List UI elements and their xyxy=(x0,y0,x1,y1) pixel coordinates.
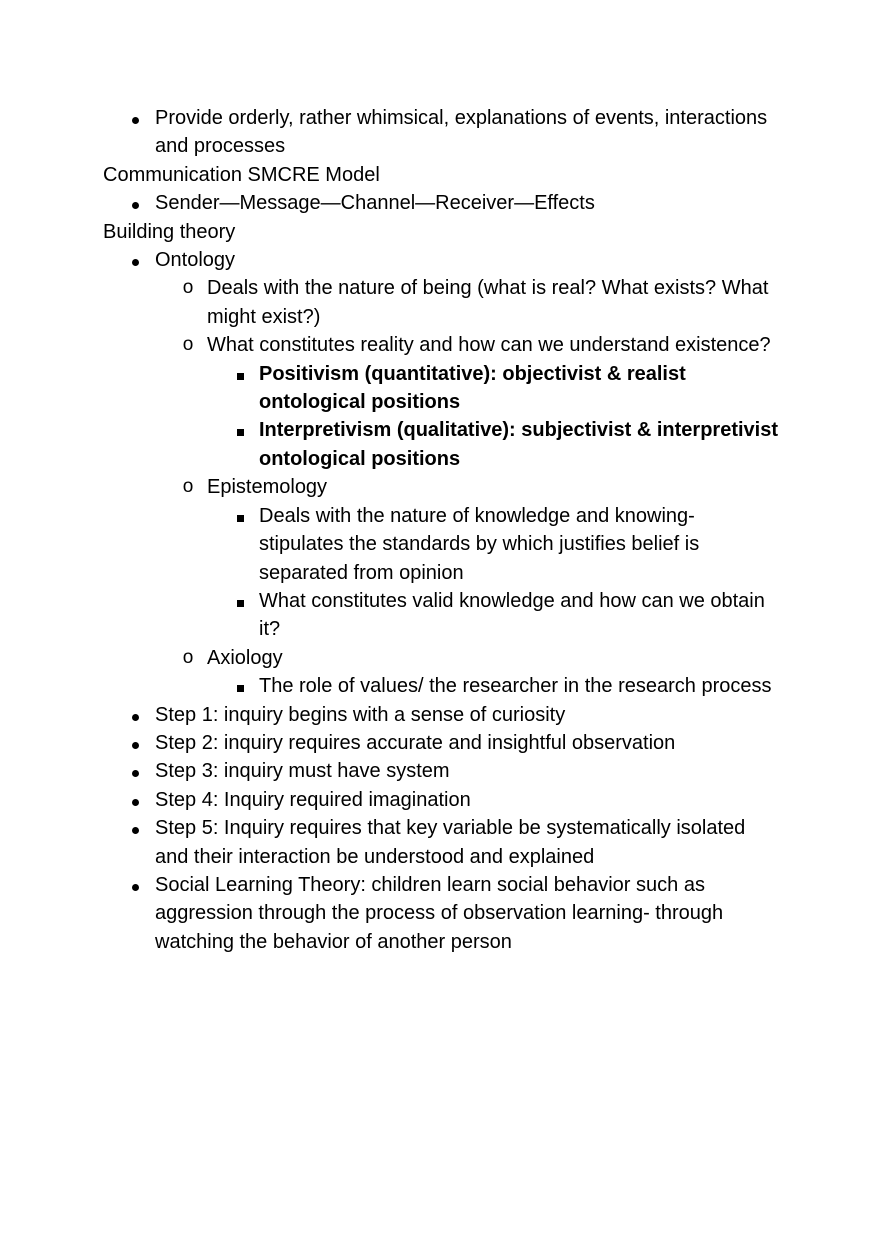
section-heading xyxy=(103,161,783,189)
list-item-text: Step 4: Inquiry required imagination xyxy=(155,788,471,811)
list-item xyxy=(103,644,783,672)
list-item xyxy=(103,757,783,785)
bullet-dot-icon xyxy=(128,786,142,814)
list-item-text: Sender—Message—Channel—Receiver—Effects xyxy=(155,192,595,215)
list-item xyxy=(103,416,783,473)
bullet-square-shape xyxy=(237,685,244,692)
list-item xyxy=(103,871,783,956)
list-item xyxy=(103,360,783,417)
bullet-square-icon xyxy=(233,587,247,615)
section-heading xyxy=(103,218,783,246)
list-item xyxy=(103,274,783,331)
bullet-square-shape xyxy=(237,600,244,607)
bullet-dot-icon xyxy=(128,814,142,842)
list-item-text: Ontology xyxy=(155,249,236,272)
list-item-text: Building theory xyxy=(103,220,236,243)
list-item xyxy=(103,814,783,871)
bullet-square-shape xyxy=(237,515,244,522)
bullet-square-icon xyxy=(233,416,247,444)
bullet-dot-icon xyxy=(128,189,142,217)
bullet-dot-icon xyxy=(128,871,142,899)
bullet-dot-icon xyxy=(128,104,142,132)
list-item xyxy=(103,729,783,757)
bullet-square-icon xyxy=(233,502,247,530)
list-item-text: Provide orderly, rather whimsical, explanations of events, interactions and processes xyxy=(155,107,768,158)
bullet-square-shape xyxy=(237,373,244,380)
list-item xyxy=(103,701,783,729)
list-item-text: Deals with the nature of knowledge and knowing- stipulates the standards by which justifies belief is separated from opinion xyxy=(259,504,700,584)
bullet-dot-shape xyxy=(132,827,139,834)
bullet-dot-icon xyxy=(128,701,142,729)
list-item-text: Axiology xyxy=(207,646,283,669)
list-item-text: Step 2: inquiry requires accurate and insightful observation xyxy=(155,731,676,754)
bullet-square-icon xyxy=(233,360,247,388)
list-item-text: Communication SMCRE Model xyxy=(103,163,380,186)
list-item-text: What constitutes reality and how can we understand existence? xyxy=(207,334,771,357)
list-item-text: Epistemology xyxy=(207,476,328,499)
bullet-dot-shape xyxy=(132,714,139,721)
bullet-circle-icon: o xyxy=(182,277,194,299)
list-item-text: Interpretivism (qualitative): subjectivist & interpretivist ontological positions xyxy=(259,419,779,470)
bullet-dot-shape xyxy=(132,770,139,777)
list-item-text: What constitutes valid knowledge and how can we obtain it? xyxy=(259,589,765,641)
list-item-text: Step 5: Inquiry requires that key variable be systematically isolated and their interaction be understood and explained xyxy=(155,817,746,868)
list-item xyxy=(103,246,783,274)
list-item-text: Deals with the nature of being (what is real? What exists? What might exist?) xyxy=(207,277,769,328)
list-item-text: Step 1: inquiry begins with a sense of curiosity xyxy=(155,703,566,726)
list-item xyxy=(103,502,783,587)
bullet-dot-shape xyxy=(132,202,139,209)
bullet-dot-icon xyxy=(128,757,142,785)
bullet-circle-icon: o xyxy=(182,646,194,668)
list-item xyxy=(103,587,783,644)
bullet-dot-icon xyxy=(128,729,142,757)
bullet-dot-shape xyxy=(132,799,139,806)
list-item xyxy=(103,672,783,700)
bullet-circle-icon: o xyxy=(182,334,194,356)
bullet-square-icon xyxy=(233,672,247,700)
list-item xyxy=(103,189,783,217)
list-item-text: Positivism (quantitative): objectivist & realist ontological positions xyxy=(259,362,686,414)
list-item-text: Step 3: inquiry must have system xyxy=(155,760,450,783)
bullet-dot-shape xyxy=(132,884,139,891)
bullet-dot-icon xyxy=(128,246,142,274)
bullet-circle-icon: o xyxy=(182,476,194,498)
bullet-square-shape xyxy=(237,429,244,436)
list-item-text: The role of values/ the researcher in the research process xyxy=(259,675,772,698)
list-item xyxy=(103,331,783,359)
list-item-text: Social Learning Theory: children learn social behavior such as aggression through the process of observation learning- through watching the behavior of another person xyxy=(155,873,724,953)
list-item xyxy=(103,473,783,501)
list-item xyxy=(103,104,783,161)
bullet-dot-shape xyxy=(132,742,139,749)
list-item xyxy=(103,786,783,814)
bullet-dot-shape xyxy=(132,117,139,124)
document-body xyxy=(103,104,783,956)
bullet-dot-shape xyxy=(132,259,139,266)
